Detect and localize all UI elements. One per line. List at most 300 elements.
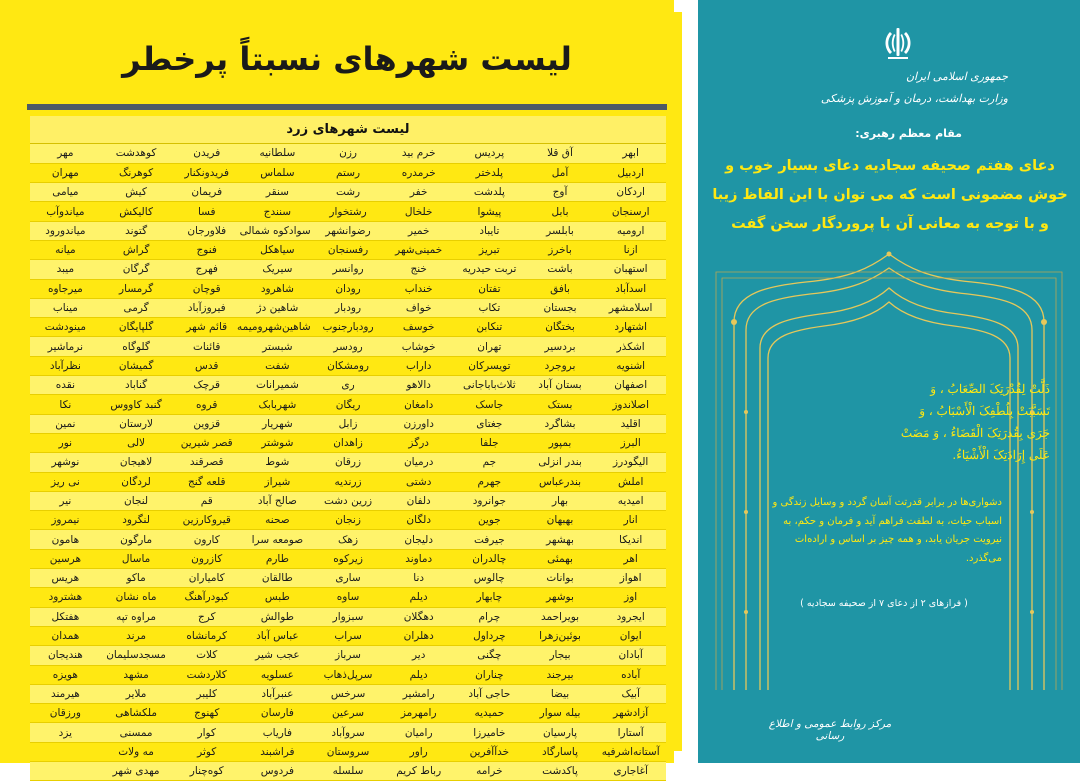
- city-cell: اسدآباد: [595, 279, 666, 298]
- city-cell: شوشتر: [242, 433, 313, 452]
- city-cell: خرم بید: [383, 144, 454, 163]
- city-cell: اصلاندوز: [595, 395, 666, 414]
- city-cell: کامیاران: [171, 569, 242, 588]
- city-cell: ابهر: [595, 144, 666, 163]
- city-cell: پلدختر: [454, 163, 525, 182]
- city-cell: قصرقند: [171, 453, 242, 472]
- table-row: [30, 665, 666, 684]
- city-cell: قصر شیرین: [171, 433, 242, 452]
- city-cell: تفتان: [454, 279, 525, 298]
- city-cell: شمیرانات: [242, 376, 313, 395]
- table-row: [30, 607, 666, 626]
- city-cell: بیضا: [525, 684, 596, 703]
- city-cell: کوهدشت: [101, 144, 172, 163]
- city-cell: حاجی آباد: [454, 684, 525, 703]
- city-cell: رامیان: [383, 723, 454, 742]
- city-cell: هفتکل: [30, 607, 101, 626]
- city-cell: خرامه: [454, 762, 525, 781]
- city-cell: قدس: [171, 356, 242, 375]
- city-cell: ورزقان: [30, 704, 101, 723]
- table-row: [30, 144, 666, 163]
- city-cell: فریمان: [171, 183, 242, 202]
- city-cell: مهران: [30, 163, 101, 182]
- city-cell: کازرون: [171, 549, 242, 568]
- city-cell: ملایر: [101, 684, 172, 703]
- city-cell: تبریز: [454, 240, 525, 259]
- city-cell: امیدیه: [595, 491, 666, 510]
- city-cell: الیگودرز: [595, 453, 666, 472]
- persian-translation: دشواری‌ها در برابر قدرتت آسان گردد و وسایل زندگی و اسباب حیات، به لطفت فراهم آید و فرمان و حکم، به نیرویت جریان یابد، و همه چیز بر اساس و اراده‌ات می‌گذرد.: [772, 497, 1002, 564]
- city-cell: سروستان: [313, 742, 384, 761]
- city-cell: دیلم: [383, 665, 454, 684]
- city-cell: ماسال: [101, 549, 172, 568]
- city-cell: رودبارجنوب: [313, 318, 384, 337]
- city-cell: قوچان: [171, 279, 242, 298]
- city-cell: داورزن: [383, 414, 454, 433]
- city-cell: اوز: [595, 588, 666, 607]
- city-cell: فسا: [171, 202, 242, 221]
- city-cell: فنوج: [171, 240, 242, 259]
- city-cell: آوج: [525, 183, 596, 202]
- city-cell: تهران: [454, 337, 525, 356]
- city-cell: پیشوا: [454, 202, 525, 221]
- city-cell: سرباز: [313, 646, 384, 665]
- city-cell: قیروکارزین: [171, 511, 242, 530]
- city-cell: بمپور: [525, 433, 596, 452]
- city-cell: اشتهارد: [595, 318, 666, 337]
- city-cell: خامیرزا: [454, 723, 525, 742]
- city-cell: شاهین دژ: [242, 298, 313, 317]
- city-cell: نیر: [30, 491, 101, 510]
- city-cell: مهدی شهر: [101, 762, 172, 781]
- city-cell: تایباد: [454, 221, 525, 240]
- city-cell: اردکان: [595, 183, 666, 202]
- city-cell: طوالش: [242, 607, 313, 626]
- city-cell: کلیبر: [171, 684, 242, 703]
- city-cell: مسجدسلیمان: [101, 646, 172, 665]
- city-cell: ایوان: [595, 626, 666, 645]
- city-cell: تویسرکان: [454, 356, 525, 375]
- city-cell: بردسیر: [525, 337, 596, 356]
- city-cell: میامی: [30, 183, 101, 202]
- city-cell: درمیان: [383, 453, 454, 472]
- city-cell: نور: [30, 433, 101, 452]
- city-cell: سراب: [313, 626, 384, 645]
- city-cell: هرسین: [30, 549, 101, 568]
- city-cell: میبد: [30, 260, 101, 279]
- city-cell: املش: [595, 472, 666, 491]
- city-cell: دامغان: [383, 395, 454, 414]
- city-cell: گلپایگان: [101, 318, 172, 337]
- city-cell: آبادان: [595, 646, 666, 665]
- table-row: [30, 433, 666, 452]
- city-cell: قائم شهر: [171, 318, 242, 337]
- city-cell: مارگون: [101, 530, 172, 549]
- city-cell: درگز: [383, 433, 454, 452]
- city-cell: سبزوار: [313, 607, 384, 626]
- city-cell: زرقان: [313, 453, 384, 472]
- city-cell: خمیر: [383, 221, 454, 240]
- city-cell: مرند: [101, 626, 172, 645]
- city-cell: بختگان: [525, 318, 596, 337]
- city-cell: دشتی: [383, 472, 454, 491]
- table-row: [30, 279, 666, 298]
- city-cell: بشاگرد: [525, 414, 596, 433]
- table-row: [30, 491, 666, 510]
- city-cell: اشنویه: [595, 356, 666, 375]
- city-cell: ماکو: [101, 569, 172, 588]
- city-cell: نقده: [30, 376, 101, 395]
- arabic-line: ذَلَّتْ لِقُدْرَتِکَ الصِّعَابُ ، وَ: [930, 382, 1050, 396]
- city-cell: دنا: [383, 569, 454, 588]
- city-cell: شفت: [242, 356, 313, 375]
- city-cell: رودان: [313, 279, 384, 298]
- city-cell: [30, 762, 101, 781]
- city-cell: بیله سوار: [525, 704, 596, 723]
- city-cell: هامون: [30, 530, 101, 549]
- city-cell: فریدن: [171, 144, 242, 163]
- city-cell: بویراحمد: [525, 607, 596, 626]
- city-cell: زیرکوه: [313, 549, 384, 568]
- city-cell: حمیدیه: [454, 704, 525, 723]
- city-cell: رودسر: [313, 337, 384, 356]
- table-row: [30, 704, 666, 723]
- city-cell: لالی: [101, 433, 172, 452]
- city-cell: کوثر: [171, 742, 242, 761]
- city-cell: میاندورود: [30, 221, 101, 240]
- city-cell: طبس: [242, 588, 313, 607]
- arabic-line: جَرَى بِقُدرَتِکَ الْقَضَاءُ ، وَ مَضَتْ: [900, 426, 1050, 440]
- city-cell: جوانرود: [454, 491, 525, 510]
- table-row: [30, 337, 666, 356]
- city-cell: رفسنجان: [313, 240, 384, 259]
- city-cell: باشت: [525, 260, 596, 279]
- table-row: [30, 395, 666, 414]
- city-cell: فلاورجان: [171, 221, 242, 240]
- city-cell: فریدونکنار: [171, 163, 242, 182]
- city-cell: خنداب: [383, 279, 454, 298]
- city-cell: کوار: [171, 723, 242, 742]
- city-cell: دالاهو: [383, 376, 454, 395]
- footer-credit: مرکز روابط عمومی و اطلاع رسانی: [768, 718, 892, 742]
- city-cell: سوادکوه شمالی: [242, 221, 313, 240]
- city-cell: رزن: [313, 144, 384, 163]
- city-cell: اشکذر: [595, 337, 666, 356]
- city-cell: بندرعباس: [525, 472, 596, 491]
- city-cell: سرخس: [313, 684, 384, 703]
- table-row: [30, 626, 666, 645]
- city-cell: کلات: [171, 646, 242, 665]
- city-cell: مشهد: [101, 665, 172, 684]
- city-cell: خواف: [383, 298, 454, 317]
- city-cell: ساوه: [313, 588, 384, 607]
- city-cell: ازنا: [595, 240, 666, 259]
- table-row: [30, 684, 666, 703]
- city-cell: کیش: [101, 183, 172, 202]
- city-cell: نیمروز: [30, 511, 101, 530]
- city-cell: اهواز: [595, 569, 666, 588]
- city-cell: ارسنجان: [595, 202, 666, 221]
- city-cell: ساری: [313, 569, 384, 588]
- leader-quote: دعای هفتم صحیفه سجادیه دعای بسیار خوب و خوش مضمونی است که می توان با این الفاظ زیبا و با توجه به معانی آن با پروردگار سخن گفت: [712, 158, 1068, 232]
- city-cell: شهربابک: [242, 395, 313, 414]
- city-cell: جاسک: [454, 395, 525, 414]
- city-cell: بابل: [525, 202, 596, 221]
- city-cell: بابلسر: [525, 221, 596, 240]
- city-cell: دلیجان: [383, 530, 454, 549]
- city-cell: بستک: [525, 395, 596, 414]
- gov-line-2: وزارت بهداشت، درمان و آموزش پزشکی: [820, 92, 1008, 105]
- city-cell: چرداول: [454, 626, 525, 645]
- city-cell: البرز: [595, 433, 666, 452]
- gov-line-1: جمهوری اسلامی ایران: [905, 70, 1008, 83]
- city-cell: قلعه گنج: [171, 472, 242, 491]
- city-cell: نظرآباد: [30, 356, 101, 375]
- city-cell: کرج: [171, 607, 242, 626]
- city-cell: تنکابن: [454, 318, 525, 337]
- city-cell: کالیکش: [101, 202, 172, 221]
- city-list-inner: [12, 12, 682, 778]
- city-cell: گناباد: [101, 376, 172, 395]
- city-cell: بوانات: [525, 569, 596, 588]
- city-cell: [30, 742, 101, 761]
- city-cell: صحنه: [242, 511, 313, 530]
- city-cell: رامهرمز: [383, 704, 454, 723]
- city-cell: چرام: [454, 607, 525, 626]
- city-cell: شوط: [242, 453, 313, 472]
- city-cell: رومشکان: [313, 356, 384, 375]
- city-cell: آبیک: [595, 684, 666, 703]
- city-cell: ارومیه: [595, 221, 666, 240]
- city-cell: بافق: [525, 279, 596, 298]
- city-cell: عسلویه: [242, 665, 313, 684]
- city-cell: فارسان: [242, 704, 313, 723]
- city-cell: خمینی‌شهر: [383, 240, 454, 259]
- city-cell: گتوند: [101, 221, 172, 240]
- city-cell: عنبرآباد: [242, 684, 313, 703]
- city-cell: کلاردشت: [171, 665, 242, 684]
- table-row: [30, 472, 666, 491]
- city-cell: ثلاث‌باباجانی: [454, 376, 525, 395]
- city-cell: قزوین: [171, 414, 242, 433]
- city-cell: رشتخوار: [313, 202, 384, 221]
- city-cell: دیلم: [383, 588, 454, 607]
- city-cell: روانسر: [313, 260, 384, 279]
- city-cell: میرجاوه: [30, 279, 101, 298]
- city-cell: شیراز: [242, 472, 313, 491]
- city-cell: کرمانشاه: [171, 626, 242, 645]
- arabic-verse: [770, 378, 1050, 466]
- table-row: [30, 260, 666, 279]
- table-title: لیست شهرهای زرد: [30, 116, 666, 144]
- city-cell: جلفا: [454, 433, 525, 452]
- city-cell: تربت حیدریه: [454, 260, 525, 279]
- table-row: [30, 588, 666, 607]
- city-cell: ملکشاهی: [101, 704, 172, 723]
- city-cell: دهگلان: [383, 607, 454, 626]
- table-row: [30, 453, 666, 472]
- city-cell: سنندج: [242, 202, 313, 221]
- city-cell: سلطانیه: [242, 144, 313, 163]
- city-cell: نی ریز: [30, 472, 101, 491]
- page-title: لیست شهرهای نسبتاً پرخطر: [122, 40, 572, 78]
- city-cell: ریگان: [313, 395, 384, 414]
- city-cell: چالوس: [454, 569, 525, 588]
- table-row: [30, 646, 666, 665]
- city-cell: دلگان: [383, 511, 454, 530]
- city-cell: نمین: [30, 414, 101, 433]
- city-cell: هویزه: [30, 665, 101, 684]
- city-cell: سنقر: [242, 183, 313, 202]
- city-cell: نرماشیر: [30, 337, 101, 356]
- table-row: [30, 240, 666, 259]
- city-cell: اردبیل: [595, 163, 666, 182]
- city-cell: ماه نشان: [101, 588, 172, 607]
- city-cell: شهریار: [242, 414, 313, 433]
- city-cell: فراشبند: [242, 742, 313, 761]
- city-cell: فیروزآباد: [171, 298, 242, 317]
- city-cell: سلسله: [313, 762, 384, 781]
- table-row: [30, 530, 666, 549]
- city-cell: آستانه‌اشرفیه: [595, 742, 666, 761]
- city-cell: بروجرد: [525, 356, 596, 375]
- city-cell: فهرج: [171, 260, 242, 279]
- city-cell: گنبد کاووس: [101, 395, 172, 414]
- city-cell: راور: [383, 742, 454, 761]
- city-cell: مراوه تپه: [101, 607, 172, 626]
- city-cell: آباده: [595, 665, 666, 684]
- city-cell: جم: [454, 453, 525, 472]
- table-row: [30, 723, 666, 742]
- city-cell: نوشهر: [30, 453, 101, 472]
- city-cell: گلوگاه: [101, 337, 172, 356]
- city-cell: همدان: [30, 626, 101, 645]
- city-cell: بهمئی: [525, 549, 596, 568]
- city-cell: میانه: [30, 240, 101, 259]
- leader-label: مقام معظم رهبری:: [855, 127, 962, 140]
- arabic-line: عَلَى إِرَادَتِکَ الْأَشْيَاءُ.: [952, 448, 1050, 462]
- city-cell: سیاهکل: [242, 240, 313, 259]
- city-cell: طارم: [242, 549, 313, 568]
- city-cell: صومعه سرا: [242, 530, 313, 549]
- city-cell: خوسف: [383, 318, 454, 337]
- table-row: [30, 221, 666, 240]
- city-cell: جهرم: [454, 472, 525, 491]
- table-row: [30, 414, 666, 433]
- table-row: [30, 183, 666, 202]
- table-row: [30, 356, 666, 375]
- city-cell: مینودشت: [30, 318, 101, 337]
- city-cell: میناب: [30, 298, 101, 317]
- iran-emblem-icon: [876, 22, 920, 66]
- cities-grid: [30, 144, 666, 781]
- city-cell: پاکدشت: [525, 762, 596, 781]
- city-cell: خوشاب: [383, 337, 454, 356]
- city-cell: قائنات: [171, 337, 242, 356]
- city-cell: طالقان: [242, 569, 313, 588]
- city-cell: کبودرآهنگ: [171, 588, 242, 607]
- city-cell: نکا: [30, 395, 101, 414]
- city-cell: اهر: [595, 549, 666, 568]
- city-cell: چابهار: [454, 588, 525, 607]
- city-cell: بجستان: [525, 298, 596, 317]
- city-cell: سلماس: [242, 163, 313, 182]
- city-cell: بستان آباد: [525, 376, 596, 395]
- city-cell: کهنوج: [171, 704, 242, 723]
- city-cell: رشت: [313, 183, 384, 202]
- city-cell: فردوس: [242, 762, 313, 781]
- city-cell: بهبهان: [525, 511, 596, 530]
- city-cell: کوهرنگ: [101, 163, 172, 182]
- city-cell: لنجان: [101, 491, 172, 510]
- city-cell: لنگرود: [101, 511, 172, 530]
- city-cell: زهک: [313, 530, 384, 549]
- table-row: [30, 298, 666, 317]
- table-row: [30, 511, 666, 530]
- city-cell: میاندوآب: [30, 202, 101, 221]
- city-cell: عباس آباد: [242, 626, 313, 645]
- city-cell: سرعین: [313, 704, 384, 723]
- city-cell: داراب: [383, 356, 454, 375]
- table-row: [30, 569, 666, 588]
- city-cell: شبستر: [242, 337, 313, 356]
- city-cell: جوین: [454, 511, 525, 530]
- city-cell: صالح آباد: [242, 491, 313, 510]
- city-cell: زرین دشت: [313, 491, 384, 510]
- city-cell: انار: [595, 511, 666, 530]
- city-cell: ممسنی: [101, 723, 172, 742]
- city-cell: گرگان: [101, 260, 172, 279]
- city-cell: آمل: [525, 163, 596, 182]
- city-cell: سیریک: [242, 260, 313, 279]
- city-cell: بندر انزلی: [525, 453, 596, 472]
- ornamental-arch-frame: [710, 252, 1068, 692]
- city-cell: اسلامشهر: [595, 298, 666, 317]
- city-cell: آغاجاری: [595, 762, 666, 781]
- city-cell: آزادشهر: [595, 704, 666, 723]
- city-cell: جیرفت: [454, 530, 525, 549]
- city-cell: ایجرود: [595, 607, 666, 626]
- city-cell: چناران: [454, 665, 525, 684]
- city-cell: گرمسار: [101, 279, 172, 298]
- city-cell: رضوانشهر: [313, 221, 384, 240]
- city-cell: خفر: [383, 183, 454, 202]
- city-cell: استهبان: [595, 260, 666, 279]
- city-cell: خنج: [383, 260, 454, 279]
- city-cell: مه ولات: [101, 742, 172, 761]
- city-cell: اندیکا: [595, 530, 666, 549]
- city-cell: رستم: [313, 163, 384, 182]
- table-row: [30, 318, 666, 337]
- city-cell: شاهین‌شهرومیمه: [242, 318, 313, 337]
- city-cell: زاهدان: [313, 433, 384, 452]
- city-cell: لردگان: [101, 472, 172, 491]
- city-cell: چگنی: [454, 646, 525, 665]
- city-cell: خرمدره: [383, 163, 454, 182]
- city-cell: اصفهان: [595, 376, 666, 395]
- table-row: [30, 376, 666, 395]
- city-cell: شاهرود: [242, 279, 313, 298]
- city-cell: زرندیه: [313, 472, 384, 491]
- city-cell: آستارا: [595, 723, 666, 742]
- city-cell: جغتای: [454, 414, 525, 433]
- table-row: [30, 202, 666, 221]
- city-cell: آق قلا: [525, 144, 596, 163]
- table-row: [30, 549, 666, 568]
- city-cell: کارون: [171, 530, 242, 549]
- city-cell: بوئین‌زهرا: [525, 626, 596, 645]
- table-row: [30, 762, 666, 781]
